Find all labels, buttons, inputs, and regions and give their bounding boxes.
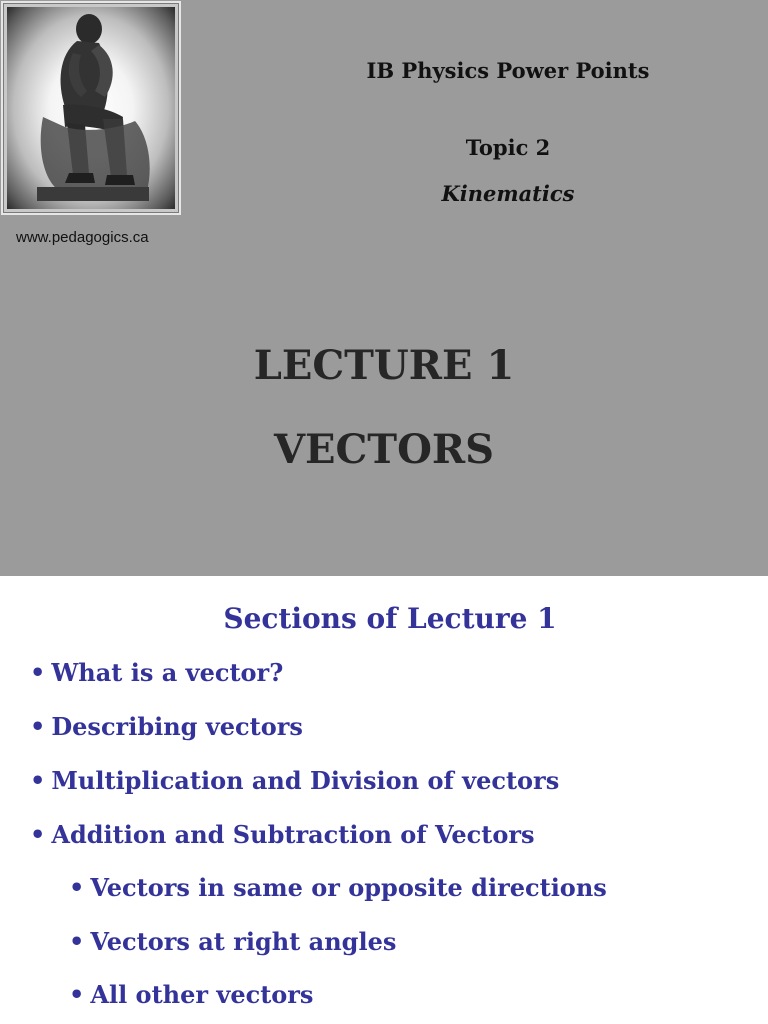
thinker-image-frame (1, 1, 181, 215)
bullet-text: Multiplication and Division of vectors (51, 766, 560, 795)
bullet-item (30, 766, 559, 795)
topic-number: Topic 2 (465, 135, 551, 160)
sub-bullet-item (69, 927, 396, 956)
bullet-text: Addition and Subtraction of Vectors (51, 820, 535, 849)
course-title: IB Physics Power Points (366, 58, 650, 83)
bullet-text: What is a vector? (51, 658, 284, 687)
bullet-item (30, 658, 283, 687)
bullet-icon: • (30, 658, 46, 687)
sections-heading: Sections of Lecture 1 (223, 602, 557, 635)
bullet-icon: • (30, 820, 46, 849)
bullet-text: Describing vectors (51, 712, 303, 741)
sections-slide (0, 576, 768, 1024)
lecture-number: LECTURE 1 (253, 342, 515, 389)
sub-bullet-item (69, 980, 313, 1009)
sub-bullet-text: All other vectors (90, 980, 314, 1009)
bullet-icon: • (69, 873, 85, 902)
bullet-icon: • (69, 927, 85, 956)
bullet-item (30, 712, 303, 741)
website-url: www.pedagogics.ca (16, 229, 149, 246)
topic-name: Kinematics (441, 181, 575, 206)
bullet-icon: • (69, 980, 85, 1009)
sub-bullet-text: Vectors at right angles (90, 927, 397, 956)
thinker-statue-icon (7, 7, 175, 209)
lecture-subject: VECTORS (273, 426, 495, 473)
bullet-icon: • (30, 712, 46, 741)
sub-bullet-text: Vectors in same or opposite directions (90, 873, 607, 902)
sub-bullet-item (69, 873, 607, 902)
bullet-icon: • (30, 766, 46, 795)
bullet-item (30, 820, 535, 849)
